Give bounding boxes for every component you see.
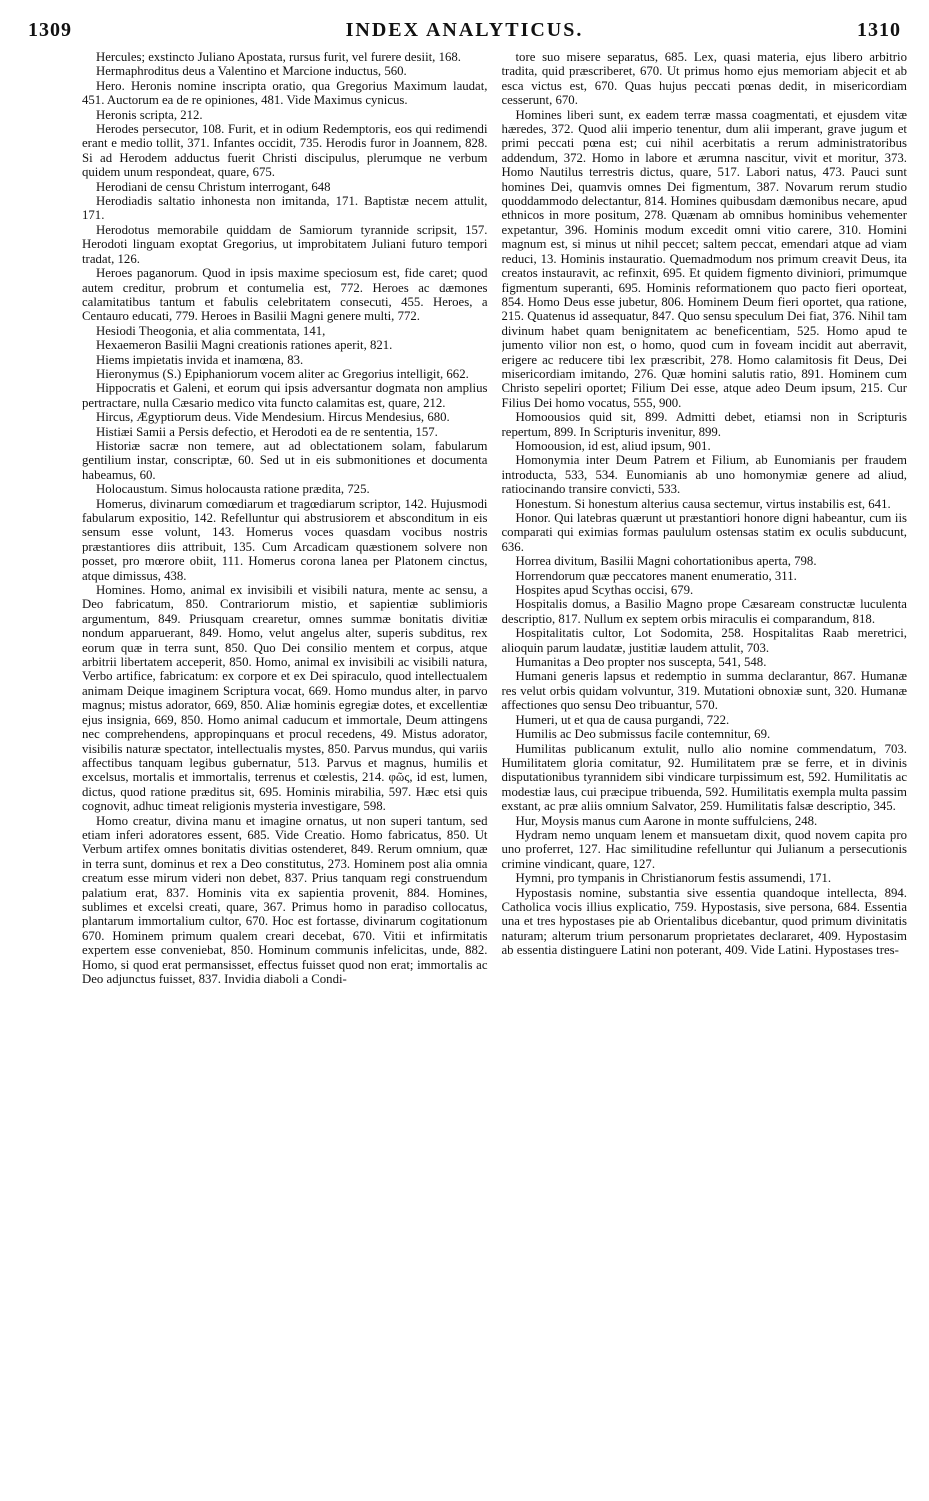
index-entry: Homonymia inter Deum Patrem et Filium, ab Eunomianis per fraudem introducta, 533, 534. Eunomianis ab uno homonymiæ genere ad aliud, ratiocinando transire convicti, 533. [501,453,907,497]
index-entry: Herodes persecutor, 108. Furit, et in odium Redemptoris, eos qui redimendi erant e medio tollit, 371. Infantes occidit, 735. Herodis furor in Joannem, 828. Si ad Herodem adductus fuerit Christi discipulus, plerumque ne verbum quidem unum respondeat, quare, 675. [82,122,488,180]
index-entry: Herodotus memorabile quiddam de Samiorum tyrannide scripsit, 157. Herodoti linguam exoptat Gregorius, ut improbitatem Juliani futuro tempori tradat, 126. [82,222,488,266]
page-header [28,12,901,48]
index-entry: Hieronymus (S.) Epiphaniorum vocem aliter ac Gregorius intelligit, 662. [96,366,469,381]
index-entry: tore suo misere separatus, 685. Lex, quasi materia, ejus libero arbitrio tradita, quid præscriberet, 670. Ut primus homo ejus memoriam abjecit et ab esca victus est, 670. Quas hujus peccati pœnas dedit, in misericordiam cesserunt, 670. [501,50,907,108]
index-entry: Hircus, Ægyptiorum deus. Vide Mendesium. Hircus Mendesius, 680. [96,410,450,425]
index-entry: Hippocratis et Galeni, et eorum qui ipsis adversantur dogmata non amplius pertractare, nulla Cæsario medico vita functo calamitas est, quare, 212. [82,381,488,410]
index-entry: Heroes paganorum. Quod in ipsis maxime speciosum est, fide caret; quod autem creditur, probrum et contumelia est, 772. Heroes ac dæmones calamitatibus tantum et fabulis celebritatem consecuti, 455. Heroes, a Centauro educati, 779. Heroes in Basilii Magni genere multi, 772. [82,266,488,324]
index-entry: Hercules; exstincto Juliano Apostata, rursus furit, vel furere desiit, 168. [96,50,461,64]
index-entry: Humanitas a Deo propter nos suscepta, 541, 548. [515,655,767,670]
index-entry: Histiæi Samii a Persis defectio, et Herodoti ea de re sententia, 157. [96,424,438,439]
index-entry: Hermaphroditus deus a Valentino et Marcione inductus, 560. [96,64,407,79]
index-entry: Homines. Homo, animal ex invisibili et visibili natura, mente ac sensu, a Deo fabricatum, 850. Contrariorum mistio, et sapientiæ sublimioris argumentum, 849. Priusquam crearetur, omnes summæ bonitatis divitiæ nondum apparuerant, 849. Homo, velut angelus alter, superis subditus, rex eorum quæ in terra sunt, 850. Quo Dei consilio mentem et corpus, atque arbitrii libertatem acceperit, 850. Homo, animal ex invisibili ac visibili natura, Verbo artifice, fabricatum: ex corpore et ex Dei spiraculo, quod intellectualem animam Deique imaginem Scriptura vocat, 669. Homo mundus alter, in parvo magnus; mistus adorator, 669, 850. Aliæ hominis egregiæ dotes, et excellentiæ ejus insignia, 669, 850. Homo animal caducum et immortale, Deum attingens nec comprehendens, appropinquans et procul recedens, 49. Mistus adorator, visibilis naturæ spectator, intellectualis mystes, 850. Parvus mundus, qui variis affectibus tanquam legibus gubernatur, 513. Parvus et magnus, humilis et excelsus, mortalis et immortalis, terrenus et cœlestis, 214. φῶς, id est, lumen, dictus, quod ratione præditus sit, 695. Hominis mirabilia, 597. Hæc etsi quis cognovit, adhuc timeat religionis mysteria investigare, 598. [82,583,488,814]
index-entry: Homo creatur, divina manu et imagine ornatus, ut non superi tantum, sed etiam inferi adoratores essent, 685. Vide Creatio. Homo fabricatus, 850. Ut Verbum artifex omnes bonitatis divitias ostenderet, 849. Rerum omnium, quæ in terra sunt, dominus et rex a Deo constitutus, 273. Hominem post alia omnia creatum esse mirum videri non debet, 837. Prius tanquam regi construendum palatium erat, 837. Hominis vita ex sapientia provenit, 884. Homines, sublimes et excelsi creati, quare, 367. Primus homo in paradiso collocatus, plantarum immortalium cultor, 670. Hoc est fortasse, divinarum cogitationum 670. Hominem primum qualem creari decebat, 670. Vitii et infirmitatis expertem esse conveniebat, 850. Hominum communis infelicitas, unde, 882. Homo, si quod erat permansisset, effectus fuisset quod non erat; immortalis ac Deo adjunctus fuisset, 837. Invidia diaboli a Condi- [82,813,488,986]
index-entry: Hospitalis domus, a Basilio Magno prope Cæsaream constructæ luculenta descriptio, 817. Nullum ex septem orbis miraculis ei comparandum, 818. [501,597,907,626]
right-column [502,50,908,1493]
index-entry: Hypostasis nomine, substantia sive essentia quandoque intellecta, 894. Catholica vocis illius explicatio, 759. Hypostasis, sive persona, 684. Essentia una et tres hypostases pie ab Orientalibus dicebantur, quod primum divinitatis naturam; alterum trium personarum proprietates declararet, 409. Hypostasim ab essentia distinguere Latini non poterant, 409. Vide Latini. Hypostases tres- [501,885,907,958]
index-entry: Herodiani de censu Christum interrogant, 648 [96,179,331,194]
page-title: INDEX ANALYTICUS. [345,18,584,41]
index-entry: Homerus, divinarum comœdiarum et tragœdiarum scriptor, 142. Hujusmodi fabularum expositio, 142. Refelluntur qui abstrusiorem et absconditum in eis sensum esse volunt, 143. Homerus voces quasdam vocibus nostris præstantiores diis attribuit, 135. Cum Arcadicam quæstionem solvere non posset, pro mœrore obiit, 111. Homerus corona lanea per Platonem cinctus, atque dimissus, 438. [82,496,488,583]
index-entry: Humeri, ut et qua de causa purgandi, 722. [515,712,730,727]
index-entry: Humilis ac Deo submissus facile contemnitur, 69. [515,727,771,742]
index-entry: Homines liberi sunt, ex eadem terræ massa coagmentati, et ejusdem vitæ hæredes, 372. Quod alii imperio tenentur, dum alii imperant, grave jugum et primi peccati pœna est; cui nihil acerbitatis a rerum administratoribus addendum, 372. Homo in labore et ærumna nascitur, vivit et moritur, 373. Homo Nautilus terrestris dictus, quare, 517. Labori natus, 473. Pauci sunt homines Dei, quamvis omnes Dei figmentum, 387. Novarum rerum studio quoddammodo delectantur, 814. Homines quibusdam dæmonibus necare, apud ethnicos in more positum, 278. Quænam ab omnibus hominibus vehementer expetantur, 396. Hominis modum excedit omni vitio carere, 310. Homini magnum est, si minus ut nihil peccet; saltem peccat, emendari atque ad viam reduci, 13. Hominis instauratio. Quemadmodum nos primum creavit Deus, ita creatos instauravit, ac refinxit, 695. Et quidem figmento diviniori, primumque figmentum superanti, 695. Hominis reformationem quo pacto fieri oporteat, 854. Homo Deus esse jubetur, 806. Hominem Deum fieri oportet, qua ratione, 215. Quatenus id assequatur, 847. Quo sensu speculum Dei fiat, 376. Nihil tam divinum habet quam benignitatem ac beneficentiam, 525. Homo apud te jumento vilior non est, o homo, quod cum in foveam incidit aut aberravit, erigere ac reducere tibi lex præscribit, 278. Homo calamitosis fit Deus, Dei misericordiam imitando, 276. Quæ homini salutis ratio, 891. Hominem cum Christo sepeliri oportet; Filium Dei esse, atque adeo Deum ipsum, 215. Cur Filius Dei homo vocatus, 555, 900. [501,107,907,410]
index-entry: Humilitas publicanum extulit, nullo alio nomine commendatum, 703. Humilitatem gloria comitatur, 92. Humilitatem præ se ferre, et in divinis disputationibus tyrannidem sibi vindicare turpissimum est, 592. Humilitatis ac modestiæ laus, cui præcipue tribuenda, 592. Humilitatis exempla multa passim exstant, ac præ aliis omnium Salvator, 259. Humilitatis falsæ descriptio, 345. [501,741,907,814]
index-entry: Hydram nemo unquam lenem et mansuetam dixit, quod novem capita pro uno proferret, 127. Hac similitudine refelluntur qui Julianum a persecutionis crimine vindicant, quare, 127. [501,827,907,871]
index-entry: Horrendorum quæ peccatores manent enumeratio, 311. [515,568,797,583]
index-entry: Homoousios quid sit, 899. Admitti debet, etiamsi non in Scripturis repertum, 899. In Scripturis invenitur, 899. [501,410,907,439]
index-entry: Hesiodi Theogonia, et alia commentata, 141, [96,323,326,338]
index-entry: Homoousion, id est, aliud ipsum, 901. [515,438,711,453]
index-entry: Hiems impietatis invida et inamœna, 83. [96,352,304,367]
index-columns [82,50,907,1493]
index-entry: Hospites apud Scythas occisi, 679. [515,583,694,598]
index-entry: Hexaemeron Basilii Magni creationis rationes aperit, 821. [96,338,393,353]
left-page-number: 1309 [28,18,72,41]
left-column [82,50,488,1493]
index-entry: Horrea divitum, Basilii Magni cohortationibus aperta, 798. [515,554,817,569]
index-entry: Heronis scripta, 212. [96,107,203,122]
index-entry: Hospitalitatis cultor, Lot Sodomita, 258. Hospitalitas Raab meretrici, alioquin parum laudatæ, justitiæ laudem attulit, 703. [501,626,907,655]
index-entry: Hur, Moysis manus cum Aarone in monte suffulciens, 248. [515,813,818,828]
index-entry: Herodiadis saltatio inhonesta non imitanda, 171. Baptistæ necem attulit, 171. [82,194,488,223]
right-page-number: 1310 [856,18,901,41]
index-entry: Humani generis lapsus et redemptio in summa declarantur, 867. Humanæ res velut orbis quidam volvuntur, 319. Mutationi obnoxiæ sunt, 320. Humanæ affectiones quo sensu Deo tribuantur, 570. [501,669,907,713]
index-entry: Holocaustum. Simus holocausta ratione prædita, 725. [96,482,370,497]
index-entry: Hero. Heronis nomine inscripta oratio, qua Gregorius Maximum laudat, 451. Auctorum ea de re opiniones, 481. Vide Maximus cynicus. [82,78,488,108]
index-entry: Hymni, pro tympanis in Christianorum festis assumendi, 171. [515,871,832,886]
index-entry: Honor. Qui latebras quærunt ut præstantiori honore digni habeantur, cum iis comparati qui eximias formas paululum ostensas statim ex oculis subducunt, 636. [501,511,907,554]
index-entry: Honestum. Si honestum alterius causa sectemur, virtus instabilis est, 641. [515,496,891,511]
index-entry: Historiæ sacræ non temere, aut ad oblectationem solam, fabularum gentilium instar, conscriptæ, 60. Sed ut in eis submonitiones et documenta habeamus, 60. [82,438,488,482]
